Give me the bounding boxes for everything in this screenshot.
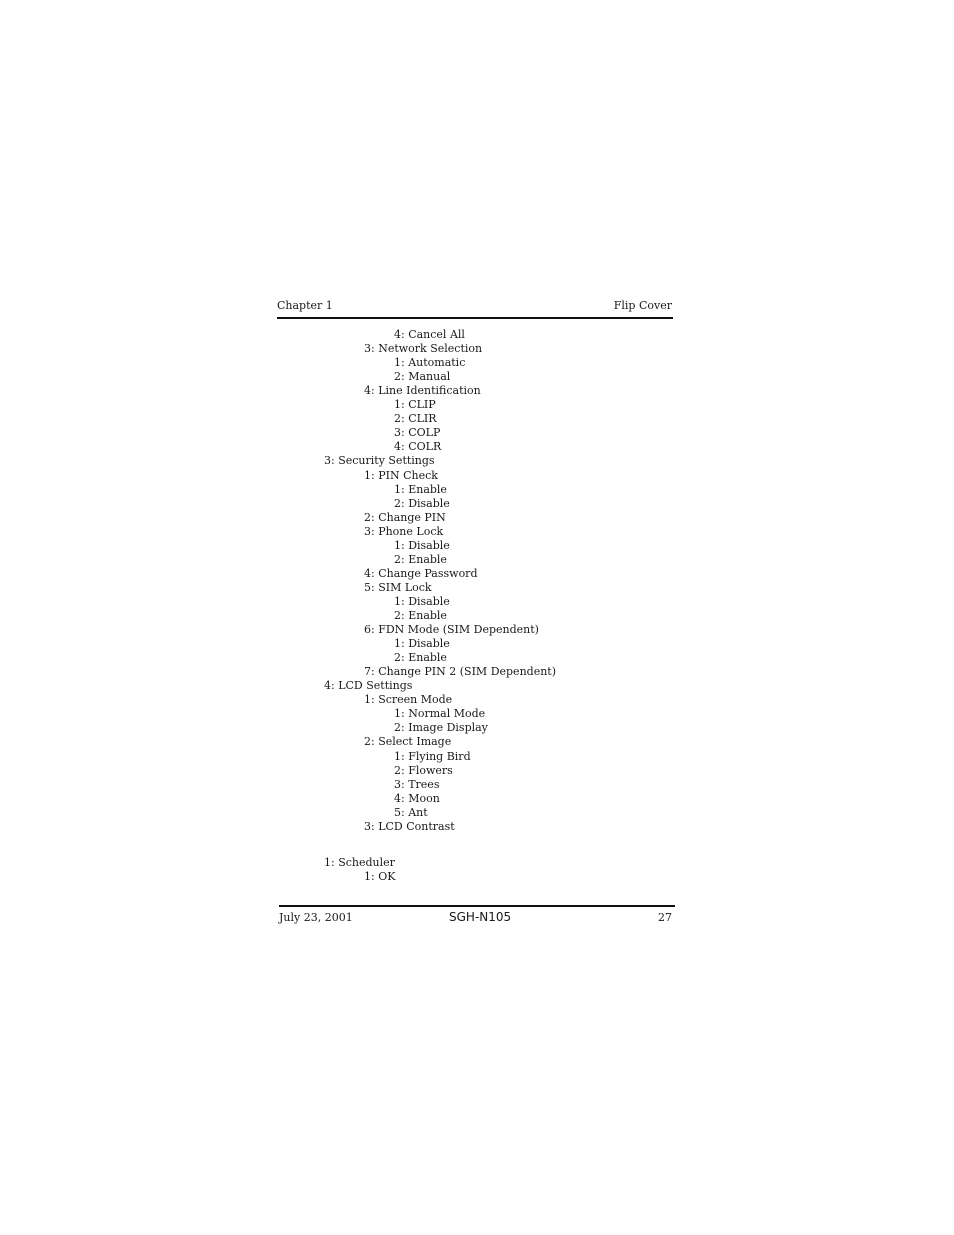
header-rule (277, 317, 673, 319)
menu-item-level-2: 1: PIN Check (364, 469, 438, 482)
menu-item-level-3: 2: Image Display (394, 721, 488, 734)
menu-item-level-3: 2: Enable (394, 609, 447, 622)
menu-item-level-2: 3: Network Selection (364, 342, 483, 355)
menu-item-level-3: 4: COLR (394, 440, 442, 453)
header-section: Flip Cover (613, 299, 672, 312)
footer-date: July 23, 2001 (279, 911, 353, 924)
menu-item-level-1: 1: Scheduler (324, 856, 395, 869)
menu-item-level-2: 3: LCD Contrast (364, 820, 455, 833)
menu-item-level-3: 1: Flying Bird (394, 750, 471, 763)
menu-item-level-2: 1: Screen Mode (364, 693, 453, 706)
menu-item-level-3: 4: Moon (394, 792, 440, 805)
page-number: 27 (658, 911, 672, 924)
menu-item-level-3: 1: Enable (394, 483, 447, 496)
menu-item-level-3: 1: Disable (394, 595, 450, 608)
menu-item-level-1: 3: Security Settings (324, 454, 435, 467)
menu-item-level-2: 4: Change Password (364, 567, 478, 580)
menu-item-level-2: 1: OK (364, 870, 396, 883)
menu-item-level-3: 2: Manual (394, 370, 451, 383)
menu-item-level-3: 2: Flowers (394, 764, 453, 777)
menu-item-level-3: 2: Enable (394, 553, 447, 566)
menu-item-level-1: 4: LCD Settings (324, 679, 413, 692)
menu-item-level-2: 6: FDN Mode (SIM Dependent) (364, 623, 539, 636)
footer-model: SGH-N105 (449, 910, 512, 924)
menu-item-level-2: 2: Select Image (364, 735, 452, 748)
menu-item-level-3: 1: Disable (394, 539, 450, 552)
menu-item-level-3: 1: Automatic (394, 356, 466, 369)
menu-item-level-2: 4: Line Identification (364, 384, 481, 397)
header-chapter: Chapter 1 (277, 299, 333, 312)
menu-item-level-3: 3: Trees (394, 778, 440, 791)
menu-item-level-3: 5: Ant (394, 806, 428, 819)
menu-item-level-2: 3: Phone Lock (364, 525, 444, 538)
menu-item-level-2: 7: Change PIN 2 (SIM Dependent) (364, 665, 557, 678)
menu-item-level-3: 1: CLIP (394, 398, 436, 411)
menu-item-level-3: 1: Disable (394, 637, 450, 650)
menu-item-level-3: 3: COLP (394, 426, 441, 439)
menu-item-level-3: 2: CLIR (394, 412, 437, 425)
menu-item-level-3: 2: Enable (394, 651, 447, 664)
menu-item-level-2: 5: SIM Lock (364, 581, 432, 594)
menu-item-level-3: 2: Disable (394, 497, 450, 510)
menu-item-level-3: 4: Cancel All (394, 328, 465, 341)
menu-item-level-2: 2: Change PIN (364, 511, 446, 524)
footer-rule (279, 905, 675, 907)
menu-item-level-3: 1: Normal Mode (394, 707, 486, 720)
